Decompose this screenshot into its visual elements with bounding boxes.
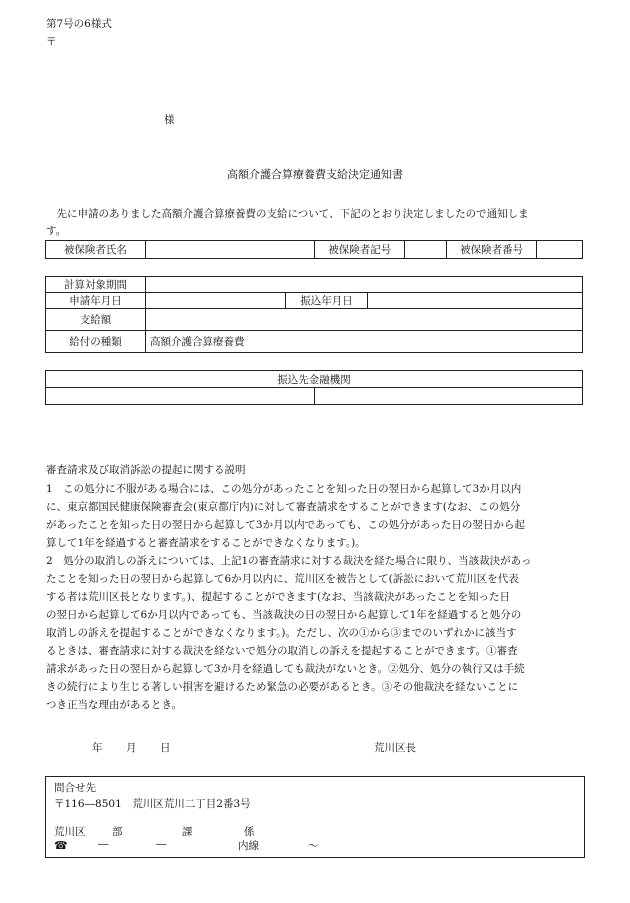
contact-unit: 係 [244,826,255,838]
contact-section: 課 [182,826,193,838]
explanation-line: たことを知った日の翌日から起算して6か月以内に、荒川区を被告として(訴訟において荒川区を代表 [46,573,519,585]
explanation-line: 2 処分の取消しの訴えについては、上記1の審査請求に対する裁決を経た場合に限り、当該裁決があっ [46,555,532,567]
phone-dash-2: ― [156,838,167,850]
explanation-line: 1 この処分に不服がある場合には、この処分があったことを知った日の翌日から起算して3か月以内 [46,483,522,495]
symbol-label: 被保険者記号 [315,241,405,259]
apply-date-label: 申請年月日 [46,293,146,309]
contact-tilde: 〜 [308,840,319,852]
explanation-line: があったことを知った日の翌日から起算して3か月以内であっても、この処分があった日の翌日から起 [46,519,525,531]
name-value [145,241,314,259]
form-number: 第7号の6様式 [46,18,112,30]
explanation-line: の翌日から起算して6か月以内であっても、当該裁決の日の翌日から起算して1年を経過すると処分の [46,609,522,621]
postal-mark: 〒 [46,36,57,48]
number-value [537,241,583,259]
explanation-line: する者は荒川区長となります。)、提起することができます(なお、当該裁決があったことを知った日 [46,591,510,603]
date-year: 年 [92,742,103,754]
contact-ext-label: 内線 [238,840,259,852]
apply-date-value [146,293,286,309]
bank-cell-left [46,388,315,405]
issuer: 荒川区長 [374,742,416,754]
intro-line-2: す。 [46,225,67,237]
transfer-date-value [368,293,583,309]
date-day: 日 [160,742,171,754]
contact-heading: 問合せ先 [54,782,96,794]
bank-header: 振込先金融機関 [46,371,583,388]
insured-table [45,240,583,259]
amount-value [146,309,583,331]
name-label: 被保険者氏名 [46,241,146,259]
benefit-type-value: 高額介護合算療養費 [146,331,583,353]
explanation-line: きの続行により生じる著しい損害を避けるため緊急の必要があるとき。③その他裁決を経ないことに [46,681,519,693]
explanation-line: 算して1年を経過すると審査請求をすることができなくなります。)。 [46,537,366,549]
number-label: 被保険者番号 [447,241,537,259]
explanation-line: るときは、審査請求に対する裁決を経ないで処分の取消しの訴えを提起することができます。①審査 [46,645,518,657]
recipient-suffix: 様 [164,114,175,126]
contact-address: 〒116―8501 荒川区荒川二丁目2番3号 [54,798,251,810]
period-value [146,277,583,293]
explanation-heading: 審査請求及び取消訴訟の提起に関する説明 [46,464,246,476]
explanation-line: 取消しの訴えを提起することができなくなります。)。ただし、次の①から③までのいずれかに該当す [46,627,517,639]
explanation-line: に、東京都国民健康保険審査会(東京都庁内)に対して審査請求をすることができます(なお、この処分 [46,501,521,513]
contact-org: 荒川区 [54,826,86,838]
document-title: 高額介護合算療養費支給決定通知書 [227,168,403,181]
amount-label: 支給額 [46,309,146,331]
explanation-line: つき正当な理由があるとき。 [46,699,183,711]
benefit-table [45,276,583,353]
contact-dept: 部 [112,826,123,838]
bank-cell-right [315,388,583,405]
explanation-line: 請求があった日の翌日から起算して3か月を経過しても裁決がないとき。②処分、処分の執行又は手続 [46,663,525,675]
symbol-value [405,241,447,259]
phone-icon: ☎ [54,839,68,852]
intro-line-1: 先に申請のありました高額介護合算療養費の支給について、下記のとおり決定しましたので通知しま [46,208,529,220]
bank-table [45,370,583,405]
transfer-date-label: 振込年月日 [286,293,368,309]
period-label: 計算対象期間 [46,277,146,293]
phone-dash-1: ― [98,838,109,850]
date-month: 月 [126,742,137,754]
benefit-type-label: 給付の種類 [46,331,146,353]
